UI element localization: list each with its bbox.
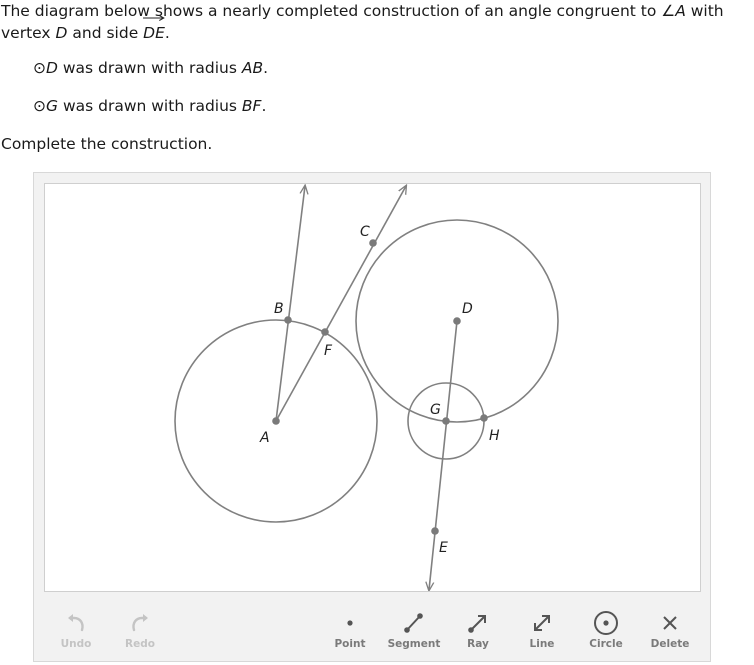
line-icon <box>529 610 555 636</box>
label-f: F <box>324 343 333 359</box>
undo-icon <box>63 610 89 636</box>
given-text: was drawn with radius <box>57 59 242 77</box>
close-icon <box>657 610 683 636</box>
label-a: A <box>260 430 270 446</box>
side-name: DE <box>143 24 165 42</box>
circle-symbol: ⊙ <box>33 97 46 115</box>
instruction: Complete the construction. <box>1 135 213 153</box>
given-circle-g <box>33 97 266 115</box>
delete-button[interactable] <box>638 607 702 657</box>
angle-symbol: ∠ <box>661 2 676 20</box>
redo-label: Redo <box>125 638 155 650</box>
circle-tool-button[interactable] <box>574 607 638 657</box>
point-label: Point <box>334 638 366 650</box>
given-circle-d <box>33 59 268 77</box>
segment-icon <box>401 610 427 636</box>
prompt-text: vertex <box>1 24 56 42</box>
point-d[interactable] <box>453 317 461 325</box>
redo-button[interactable] <box>108 607 172 657</box>
label-e: E <box>439 540 448 556</box>
construction-canvas[interactable] <box>44 183 701 592</box>
point-f[interactable] <box>321 328 329 336</box>
point-h[interactable] <box>480 414 488 422</box>
angle-name: A <box>675 2 686 20</box>
point-c[interactable] <box>369 239 377 247</box>
given-text: . <box>263 59 269 77</box>
point-e[interactable] <box>431 527 439 535</box>
point-a[interactable] <box>272 417 280 425</box>
delete-label: Delete <box>650 638 690 650</box>
label-d: D <box>462 301 473 317</box>
label-c: C <box>360 224 370 240</box>
circle-center: D <box>46 59 58 77</box>
circle-label: Circle <box>589 638 623 650</box>
label-h: H <box>489 428 500 444</box>
given-text: was drawn with radius <box>58 97 242 115</box>
redo-icon <box>127 610 153 636</box>
prompt-text: and side <box>67 24 144 42</box>
point-tool-button[interactable] <box>318 607 382 657</box>
segment-label: Segment <box>387 638 441 650</box>
ray-tool-button[interactable] <box>446 607 510 657</box>
prompt-text: with <box>685 2 724 20</box>
given-text: . <box>261 97 267 115</box>
circle-icon <box>593 610 619 636</box>
circle-center: G <box>46 97 59 115</box>
point-b[interactable] <box>284 316 292 324</box>
label-b: B <box>274 301 284 317</box>
point-icon <box>337 610 363 636</box>
prompt-text: . <box>164 24 170 42</box>
circle-symbol: ⊙ <box>33 59 46 77</box>
ray-label: Ray <box>467 638 489 650</box>
circle-radius: AB <box>241 59 264 77</box>
undo-button[interactable] <box>44 607 108 657</box>
problem-prompt <box>1 0 753 44</box>
diagram-svg[interactable] <box>45 184 700 591</box>
line-label: Line <box>529 638 555 650</box>
ray-arrow-icon <box>143 15 165 21</box>
ray-notation <box>143 22 165 44</box>
vertex-name: D <box>55 24 68 42</box>
ray-ac[interactable] <box>276 186 406 421</box>
segment-tool-button[interactable] <box>382 607 446 657</box>
circle-radius: BF <box>241 97 262 115</box>
label-g: G <box>430 402 441 418</box>
point-g[interactable] <box>442 417 450 425</box>
undo-label: Undo <box>60 638 92 650</box>
prompt-text: The diagram below shows a nearly completed construction of an angle congruent to <box>1 2 662 20</box>
ray-icon <box>465 610 491 636</box>
line-tool-button[interactable] <box>510 607 574 657</box>
